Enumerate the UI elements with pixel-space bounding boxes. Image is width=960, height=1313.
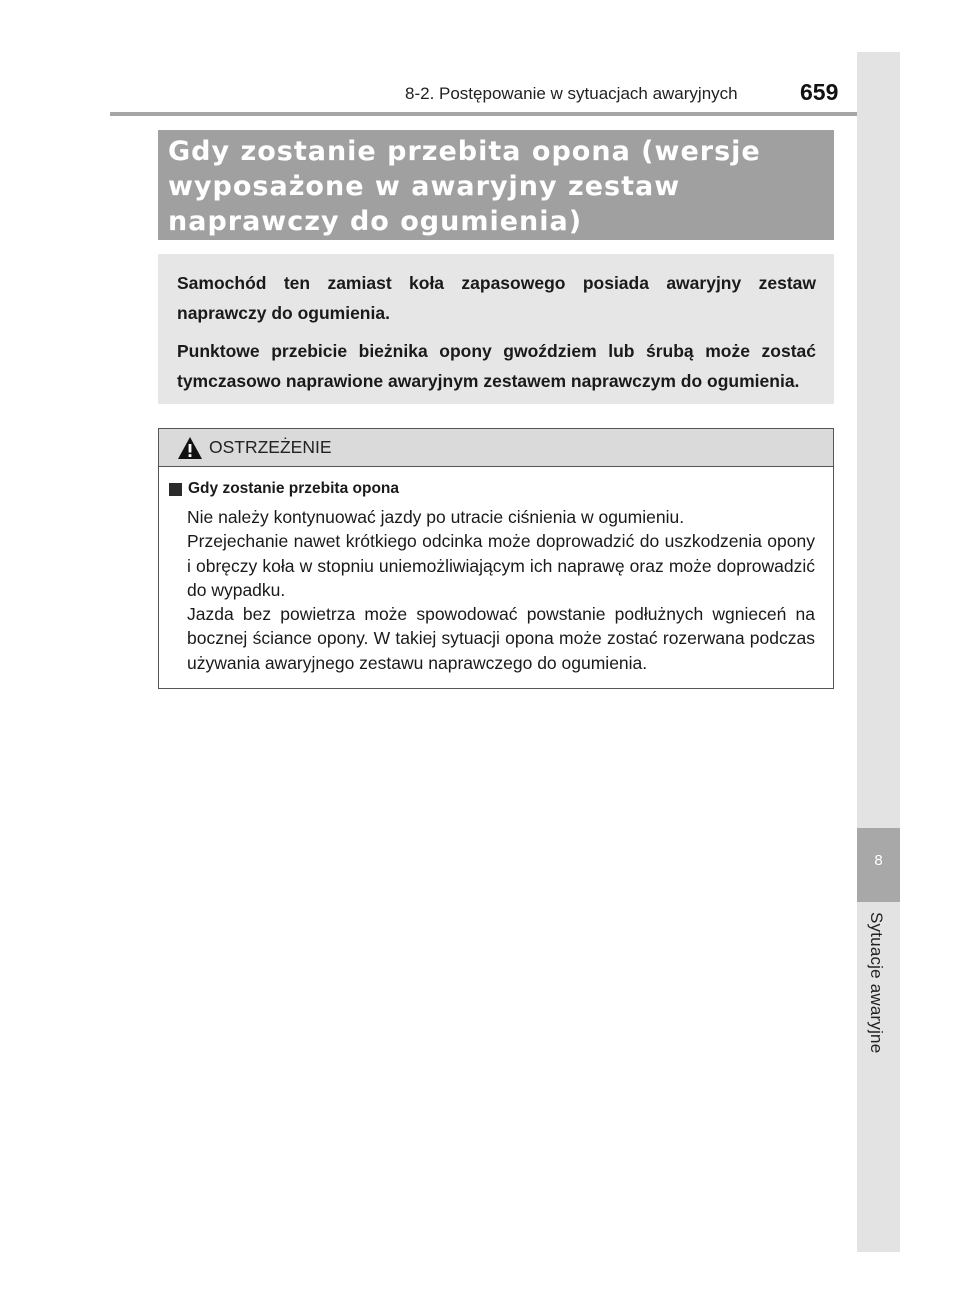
side-tab	[857, 52, 900, 1252]
side-chapter-number: 8	[874, 852, 883, 869]
side-chapter-title: Sytuacje awaryjne	[867, 912, 886, 1054]
warning-line-2: Przejechanie nawet krótkiego odcinka może doprowadzić do uszkodzenia opony i obręczy koła w stopniu uniemożliwiającym ich naprawę oraz może doprowadzić do wypadku.	[187, 531, 815, 600]
warning-label: OSTRZEŻENIE	[209, 437, 332, 457]
summary-box	[158, 254, 834, 404]
summary-paragraph-2: Punktowe przebicie bieżnika opony gwoździem lub śrubą może zostać tymczasowo naprawione awaryjnym zestawem naprawczym do ogumienia.	[177, 341, 816, 391]
bullet-square-icon	[169, 483, 182, 496]
warning-heading: Gdy zostanie przebita opona	[188, 480, 399, 497]
warning-line-3: Jazda bez powietrza może spowodować powstanie podłużnych wgnieceń na bocznej ściance opony. W takiej sytuacji opona może zostać rozerwana podczas używania awaryjnego zestawu naprawczego do ogumienia.	[187, 604, 815, 673]
warning-line-1: Nie należy kontynuować jazdy po utracie ciśnienia w ogumieniu.	[187, 507, 685, 527]
warning-triangle-icon	[177, 436, 203, 460]
summary-paragraph-1: Samochód ten zamiast koła zapasowego posiada awaryjny zestaw naprawczy do ogumienia.	[177, 273, 816, 323]
warning-body	[159, 467, 833, 675]
warning-header	[159, 429, 833, 467]
header-section-title: 8-2. Postępowanie w sytuacjach awaryjnych	[405, 84, 738, 103]
header-divider	[110, 112, 900, 116]
warning-box	[158, 428, 834, 689]
warning-text	[187, 505, 815, 675]
section-title-box	[158, 130, 834, 240]
warning-heading-row	[169, 480, 815, 498]
page-number: 659	[800, 79, 839, 105]
section-title: Gdy zostanie przebita opona (wersje wyposażone w awaryjny zestaw naprawczy do ogumienia)	[168, 136, 761, 237]
